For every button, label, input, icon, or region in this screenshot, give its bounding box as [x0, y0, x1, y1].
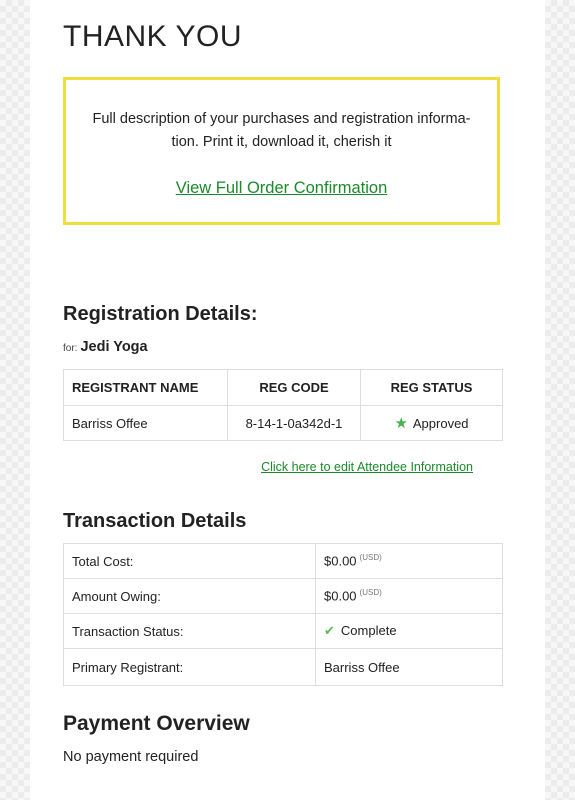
registration-heading: Registration Details: — [63, 303, 258, 325]
transaction-table — [63, 543, 503, 686]
registrant-name: Barriss Offee — [64, 406, 228, 441]
star-icon: ★ — [394, 415, 408, 432]
left-border-decoration — [0, 0, 30, 800]
event-name: Jedi Yoga — [80, 339, 148, 355]
view-order-confirmation-link[interactable]: View Full Order Confirmation — [175, 179, 388, 197]
transaction-status-cell — [316, 614, 503, 649]
column-header-name: REGISTRANT NAME — [64, 370, 228, 406]
table-row — [64, 579, 503, 614]
total-cost-value-cell — [316, 544, 503, 579]
primary-registrant-label: Primary Registrant: — [64, 649, 316, 686]
check-icon: ✔ — [324, 623, 335, 638]
amount-owing-value: $0.00 — [324, 588, 357, 604]
right-border-decoration — [545, 0, 575, 800]
reg-status-cell — [361, 406, 503, 441]
table-row — [64, 614, 503, 649]
currency-label: (USD) — [359, 588, 382, 598]
reg-status: Approved — [412, 416, 469, 431]
amount-owing-value-cell — [316, 579, 503, 614]
edit-attendee-link[interactable]: Click here to edit Attendee Information — [261, 460, 473, 474]
notice-text: Full description of your purchases and registration informa-tion. Print it, download it, cherish it — [92, 111, 471, 150]
confirmation-page — [30, 0, 545, 800]
reg-code: 8-14-1-0a342d-1 — [228, 406, 361, 441]
amount-owing-label: Amount Owing: — [64, 579, 316, 614]
total-cost-label: Total Cost: — [64, 544, 316, 579]
registration-table — [63, 369, 503, 441]
table-header-row — [64, 370, 503, 406]
table-row — [64, 406, 503, 441]
column-header-code: REG CODE — [228, 370, 361, 406]
transaction-heading: Transaction Details — [63, 510, 247, 532]
currency-label: (USD) — [359, 553, 382, 563]
total-cost-value: $0.00 — [324, 553, 357, 569]
table-row — [64, 544, 503, 579]
page-title: THANK YOU — [63, 20, 242, 53]
for-prefix: for: — [63, 343, 78, 354]
payment-heading: Payment Overview — [63, 712, 250, 735]
transaction-status-value: Complete — [340, 623, 397, 638]
payment-status-text: No payment required — [63, 749, 199, 765]
event-label — [63, 339, 148, 355]
column-header-status: REG STATUS — [361, 370, 503, 406]
transaction-status-label: Transaction Status: — [64, 614, 316, 649]
order-notice-box — [63, 77, 500, 225]
primary-registrant-value: Barriss Offee — [316, 649, 503, 686]
table-row — [64, 649, 503, 686]
